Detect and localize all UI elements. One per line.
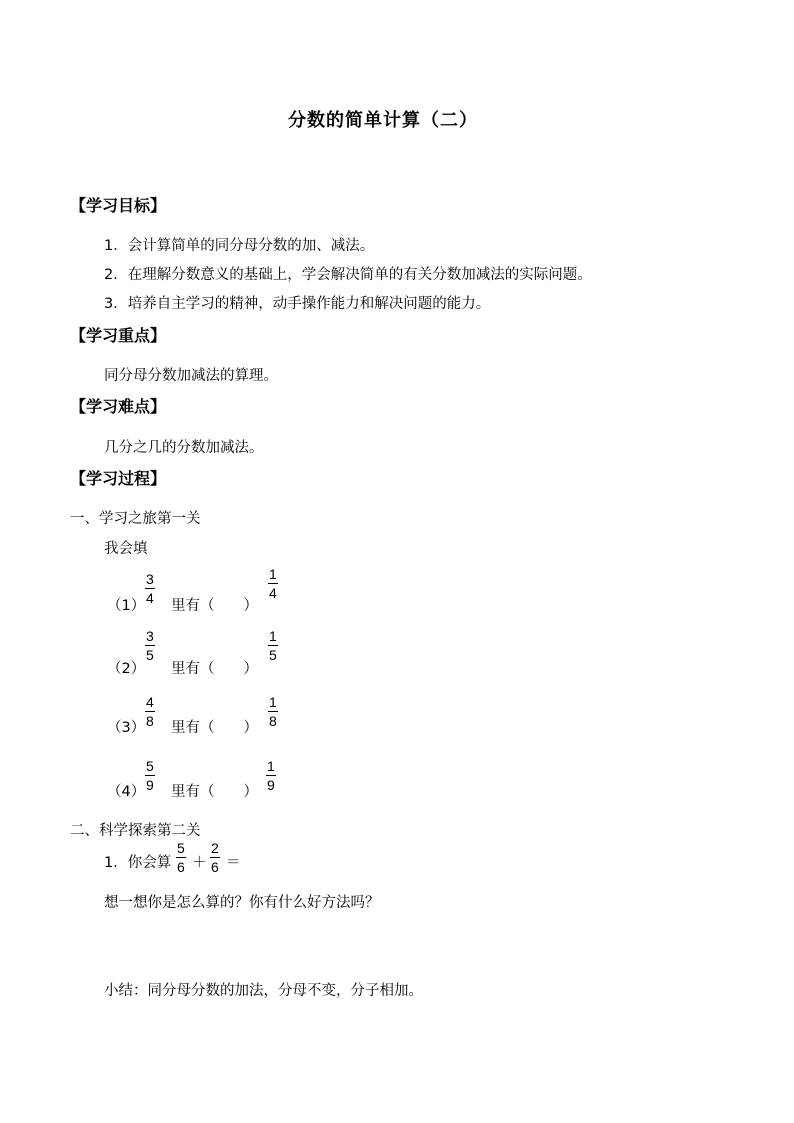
denominator: 4 — [269, 585, 277, 601]
page-title: 分数的简单计算（二） — [288, 110, 478, 131]
fraction-bar — [266, 775, 276, 776]
fraction — [145, 628, 155, 663]
fill-blank[interactable]: 里有（ ） — [171, 720, 258, 736]
fill-row-label: （3） — [107, 720, 146, 736]
think-prompt: 想一想你是怎么算的？你有什么好方法吗？ — [104, 895, 380, 911]
fraction-bar — [145, 645, 155, 646]
fill-blank[interactable]: 里有（ ） — [171, 598, 258, 614]
numerator: 1 — [269, 628, 277, 644]
numerator: 2 — [211, 840, 219, 856]
goal-item-2: 2．在理解分数意义的基础上，学会解决简单的有关分数加减法的实际问题。 — [104, 267, 592, 283]
numerator: 3 — [146, 628, 154, 644]
numerator: 1 — [269, 566, 277, 582]
goal-item-1: 1．会计算简单的同分母分数的加、减法。 — [104, 238, 375, 254]
fraction — [145, 571, 155, 606]
fill-row-label: （1） — [107, 598, 146, 614]
fraction — [145, 758, 155, 793]
fraction-bar — [268, 711, 278, 712]
denominator: 8 — [269, 713, 277, 729]
fraction-bar — [145, 588, 155, 589]
numerator: 1 — [267, 758, 275, 774]
fraction — [268, 694, 278, 729]
denominator: 6 — [211, 859, 219, 875]
fraction-bar — [268, 645, 278, 646]
denominator: 6 — [177, 859, 185, 875]
summary-text: 小结：同分母分数的加法，分母不变，分子相加。 — [104, 983, 423, 999]
fraction — [176, 840, 186, 875]
fill-blank[interactable]: 里有（ ） — [171, 784, 258, 800]
fraction — [145, 694, 155, 729]
fraction — [268, 628, 278, 663]
plus-sign: ＋ — [192, 855, 207, 871]
numerator: 1 — [269, 694, 277, 710]
part2-heading: 二、科学探索第二关 — [70, 823, 201, 839]
numerator: 5 — [146, 758, 154, 774]
fraction-bar — [145, 711, 155, 712]
process-heading: 【学习过程】 — [70, 469, 167, 488]
denominator: 8 — [146, 713, 154, 729]
denominator: 5 — [146, 647, 154, 663]
part1-heading: 一、学习之旅第一关 — [70, 511, 201, 527]
fraction-bar — [176, 857, 186, 858]
denominator: 9 — [267, 777, 275, 793]
denominator: 5 — [269, 647, 277, 663]
part1-subheading: 我会填 — [104, 541, 148, 557]
fill-row-label: （4） — [107, 784, 146, 800]
numerator: 4 — [146, 694, 154, 710]
difficulty-text: 几分之几的分数加减法。 — [104, 440, 264, 456]
fraction — [268, 566, 278, 601]
denominator: 9 — [146, 777, 154, 793]
goal-item-3: 3．培养自主学习的精神，动手操作能力和解决问题的能力。 — [104, 296, 491, 312]
denominator: 4 — [146, 590, 154, 606]
numerator: 5 — [177, 840, 185, 856]
fraction — [210, 840, 220, 875]
fraction-bar — [145, 775, 155, 776]
fill-row-label: （2） — [107, 661, 146, 677]
fraction-bar — [268, 583, 278, 584]
focus-heading: 【学习重点】 — [70, 326, 167, 345]
question-1-prefix: 1．你会算 — [104, 855, 172, 871]
focus-text: 同分母分数加减法的算理。 — [104, 368, 278, 384]
difficulty-heading: 【学习难点】 — [70, 397, 167, 416]
fraction-bar — [210, 857, 220, 858]
fraction — [266, 758, 276, 793]
fill-blank[interactable]: 里有（ ） — [171, 661, 258, 677]
numerator: 3 — [146, 571, 154, 587]
equals-sign: ＝ — [226, 855, 241, 871]
goals-heading: 【学习目标】 — [70, 196, 167, 215]
